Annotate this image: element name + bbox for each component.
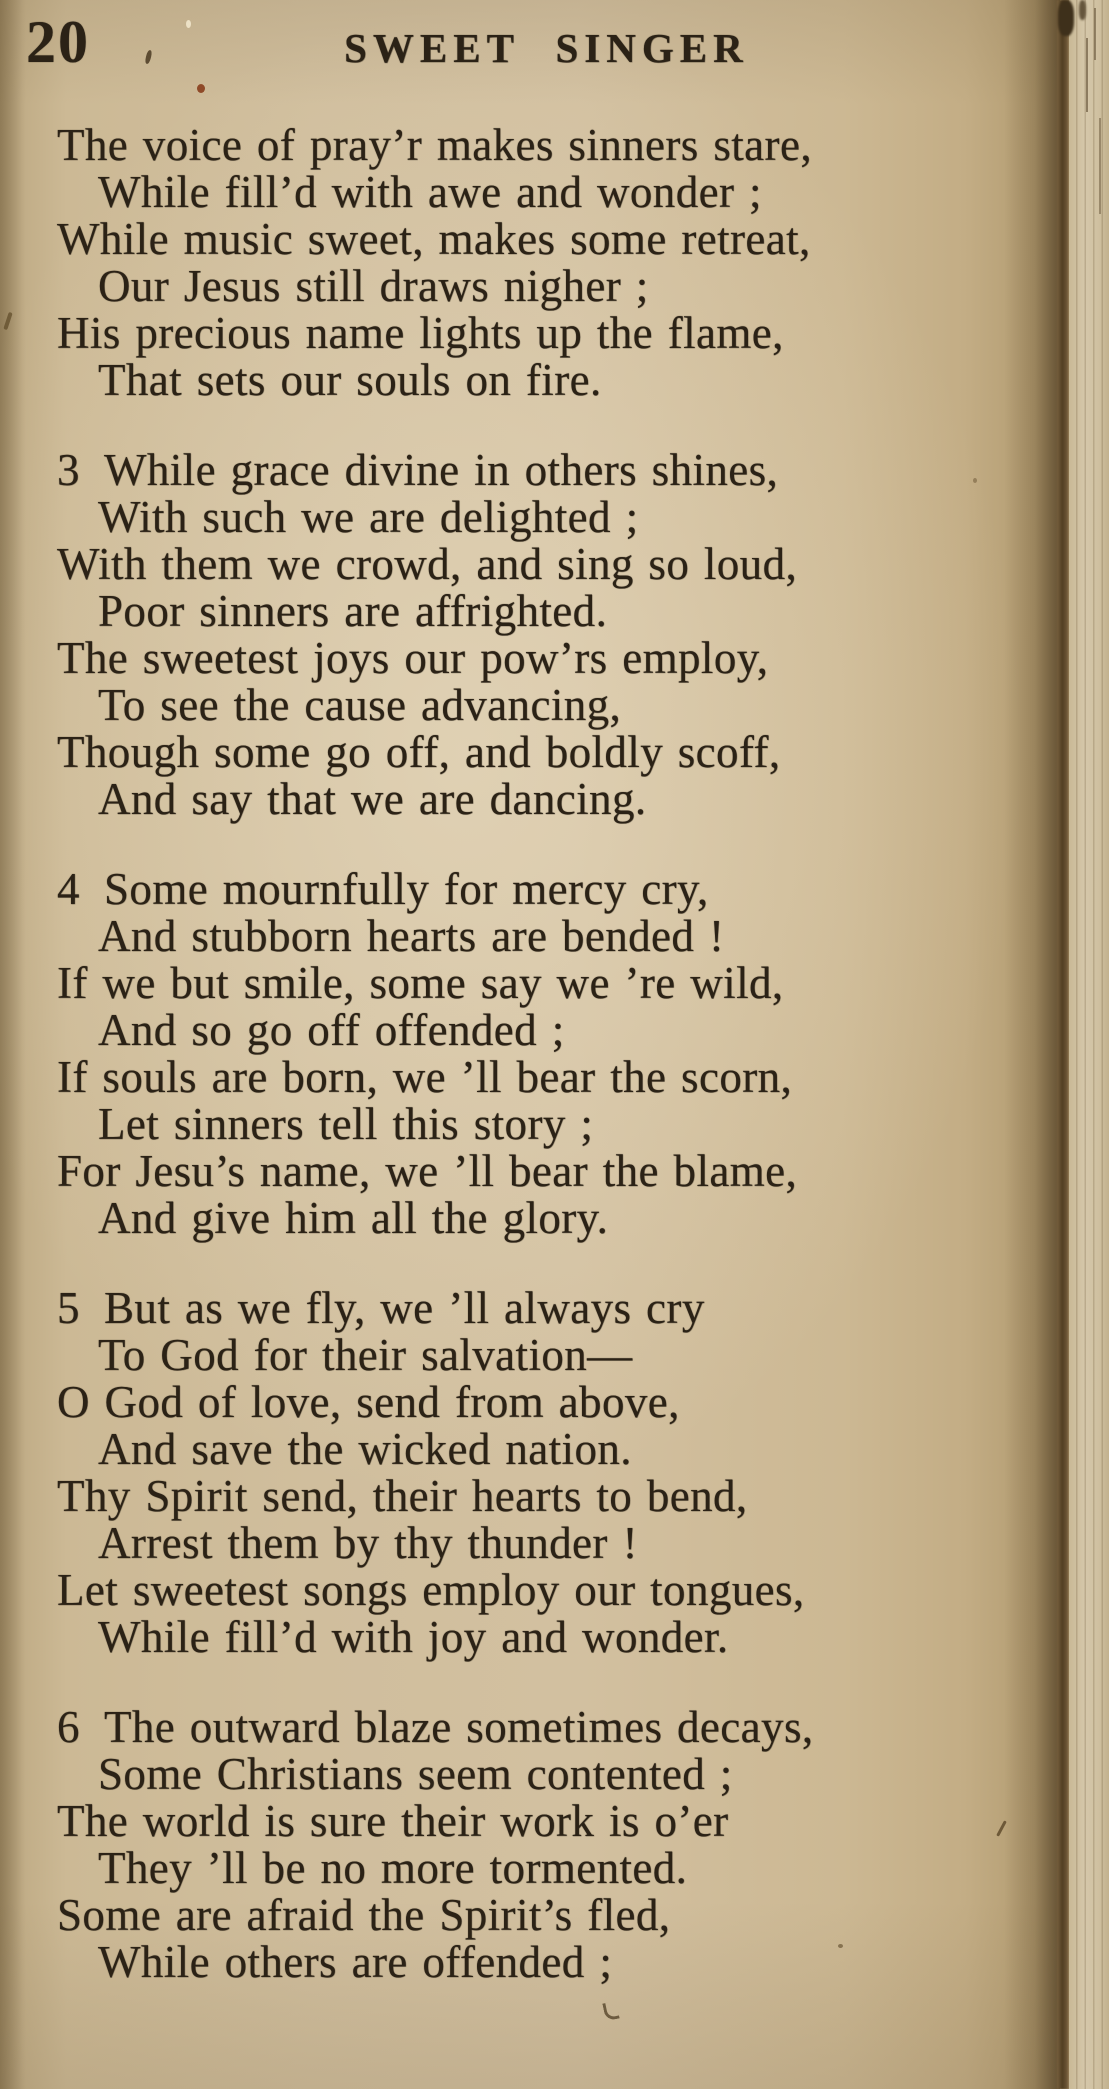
hymn-verse-6: [57, 1704, 1007, 1986]
hymn-line-text: Some Christians seem contented ;: [98, 1749, 733, 1799]
hymn-line: [57, 682, 1007, 729]
hymn-verse-continued: [57, 122, 1007, 404]
hymn-line: [57, 122, 1007, 169]
hymn-line: [57, 216, 1007, 263]
hymn-line: [57, 1054, 1007, 1101]
hymn-line-text: With such we are delighted ;: [98, 492, 639, 542]
running-title: SWEET SINGER: [344, 25, 749, 71]
hymn-line-text: While music sweet, makes some retreat,: [57, 214, 811, 264]
hymn-line: [57, 1007, 1007, 1054]
hymn-line-text: Some are afraid the Spirit’s fled,: [57, 1890, 671, 1940]
hymn-line: [57, 1798, 1007, 1845]
hymn-line-text: That sets our souls on fire.: [98, 355, 602, 405]
hymn-line: [57, 1379, 1007, 1426]
hymn-line: [57, 1751, 1007, 1798]
hymn-line-text: Let sweetest songs employ our tongues,: [57, 1565, 805, 1615]
hymn-line: [57, 1473, 1007, 1520]
hymn-line: [57, 866, 1007, 913]
hymn-line-text: If we but smile, some say we ’re wild,: [57, 958, 784, 1008]
hymn-line: [57, 729, 1007, 776]
hymn-line-text: The voice of pray’r makes sinners stare,: [57, 120, 812, 170]
hymn-line-text: Our Jesus still draws nigher ;: [98, 261, 649, 311]
hymn-line-text: For Jesu’s name, we ’ll bear the blame,: [57, 1146, 798, 1196]
hymn-line: [57, 1520, 1007, 1567]
edge-ink-smudge: [1058, 0, 1074, 36]
hymn-verse-3: [57, 447, 1007, 823]
hymn-line-text: To God for their salvation—: [98, 1330, 633, 1380]
hymn-line-text: Some mournfully for mercy cry,: [104, 864, 709, 914]
hymn-line-text: While fill’d with awe and wonder ;: [98, 167, 762, 217]
hymn-line: [57, 1892, 1007, 1939]
hymn-line: [57, 1845, 1007, 1892]
ink-speck: [973, 478, 977, 483]
verse-number: 5: [57, 1283, 80, 1333]
hymn-line: [57, 263, 1007, 310]
hymn-line-text: And give him all the glory.: [98, 1193, 609, 1243]
ink-speck: [144, 50, 152, 65]
hymn-line-text: With them we crowd, and sing so loud,: [57, 539, 798, 589]
hymn-verse-5: [57, 1285, 1007, 1661]
hymn-line-text: The outward blaze sometimes decays,: [104, 1702, 814, 1752]
hymn-line: [57, 776, 1007, 823]
left-page-vignette: [0, 0, 26, 2089]
hymn-line-text: And so go off offended ;: [98, 1005, 565, 1055]
verse-number: 4: [57, 864, 80, 914]
hymn-line: [57, 1195, 1007, 1242]
hymn-line: [57, 169, 1007, 216]
hymn-line: [57, 1332, 1007, 1379]
hymn-line-text: While grace divine in others shines,: [104, 445, 779, 495]
page-edge-line: [1086, 38, 1088, 112]
hymn-line-text: Thy Spirit send, their hearts to bend,: [57, 1471, 748, 1521]
book-edge-pages: [1069, 0, 1109, 2089]
hymn-line-text: The sweetest joys our pow’rs employ,: [57, 633, 769, 683]
hymn-verse-4: [57, 866, 1007, 1242]
hymn-line: [57, 1101, 1007, 1148]
hymn-line-text: If souls are born, we ’ll bear the scorn,: [57, 1052, 793, 1102]
page-edge-line: [1094, 8, 1096, 60]
hymn-line-text: They ’ll be no more tormented.: [98, 1843, 688, 1893]
hymn-line: [57, 913, 1007, 960]
hymn-line-text: To see the cause advancing,: [98, 680, 622, 730]
hymn-line: [57, 494, 1007, 541]
hymn-line: [57, 1704, 1007, 1751]
hymn-line: [57, 1426, 1007, 1473]
hymn-line-text: Poor sinners are affrighted.: [98, 586, 608, 636]
hymn-line: [57, 1148, 1007, 1195]
hymn-line: [57, 960, 1007, 1007]
hymn-line: [57, 447, 1007, 494]
hymn-line-text: Arrest them by thy thunder !: [98, 1518, 638, 1568]
hymn-line: [57, 1939, 1007, 1986]
hymn-line-text: But as we fly, we ’ll always cry: [104, 1283, 705, 1333]
verse-number: 3: [57, 445, 80, 495]
hymn-line: [57, 588, 1007, 635]
hymn-line: [57, 310, 1007, 357]
hymn-line: [57, 635, 1007, 682]
page-gutter-shadow: [1004, 0, 1060, 2089]
hymn-line: [57, 541, 1007, 588]
hymn-line-text: Though some go off, and boldly scoff,: [57, 727, 781, 777]
foxing-speck: [197, 84, 205, 93]
hymn-line: [57, 1614, 1007, 1661]
hymn-line-text: And say that we are dancing.: [98, 774, 647, 824]
hymn-line: [57, 1567, 1007, 1614]
hymn-line: [57, 357, 1007, 404]
hymn-line-text: And stubborn hearts are bended !: [98, 911, 725, 961]
paper-fleck: [186, 20, 191, 28]
page-edge-line: [1099, 118, 1101, 214]
hymn-line-text: While others are offended ;: [98, 1937, 613, 1987]
hymn-line-text: His precious name lights up the flame,: [57, 308, 784, 358]
ink-speck: [838, 1944, 843, 1948]
hymn-line-text: The world is sure their work is o’er: [57, 1796, 729, 1846]
hymn-line-text: And save the wicked nation.: [98, 1424, 632, 1474]
verse-number: 6: [57, 1702, 80, 1752]
page-number: 20: [26, 9, 90, 75]
edge-ink-smudge: [1079, 0, 1086, 20]
hymn-text: [57, 122, 1007, 2029]
hymn-line-text: Let sinners tell this story ;: [98, 1099, 594, 1149]
hymn-line-text: O God of love, send from above,: [57, 1377, 680, 1427]
hymn-line-text: While fill’d with joy and wonder.: [98, 1612, 729, 1662]
page-edge-groove: [1057, 0, 1069, 2089]
hymn-line: [57, 1285, 1007, 1332]
